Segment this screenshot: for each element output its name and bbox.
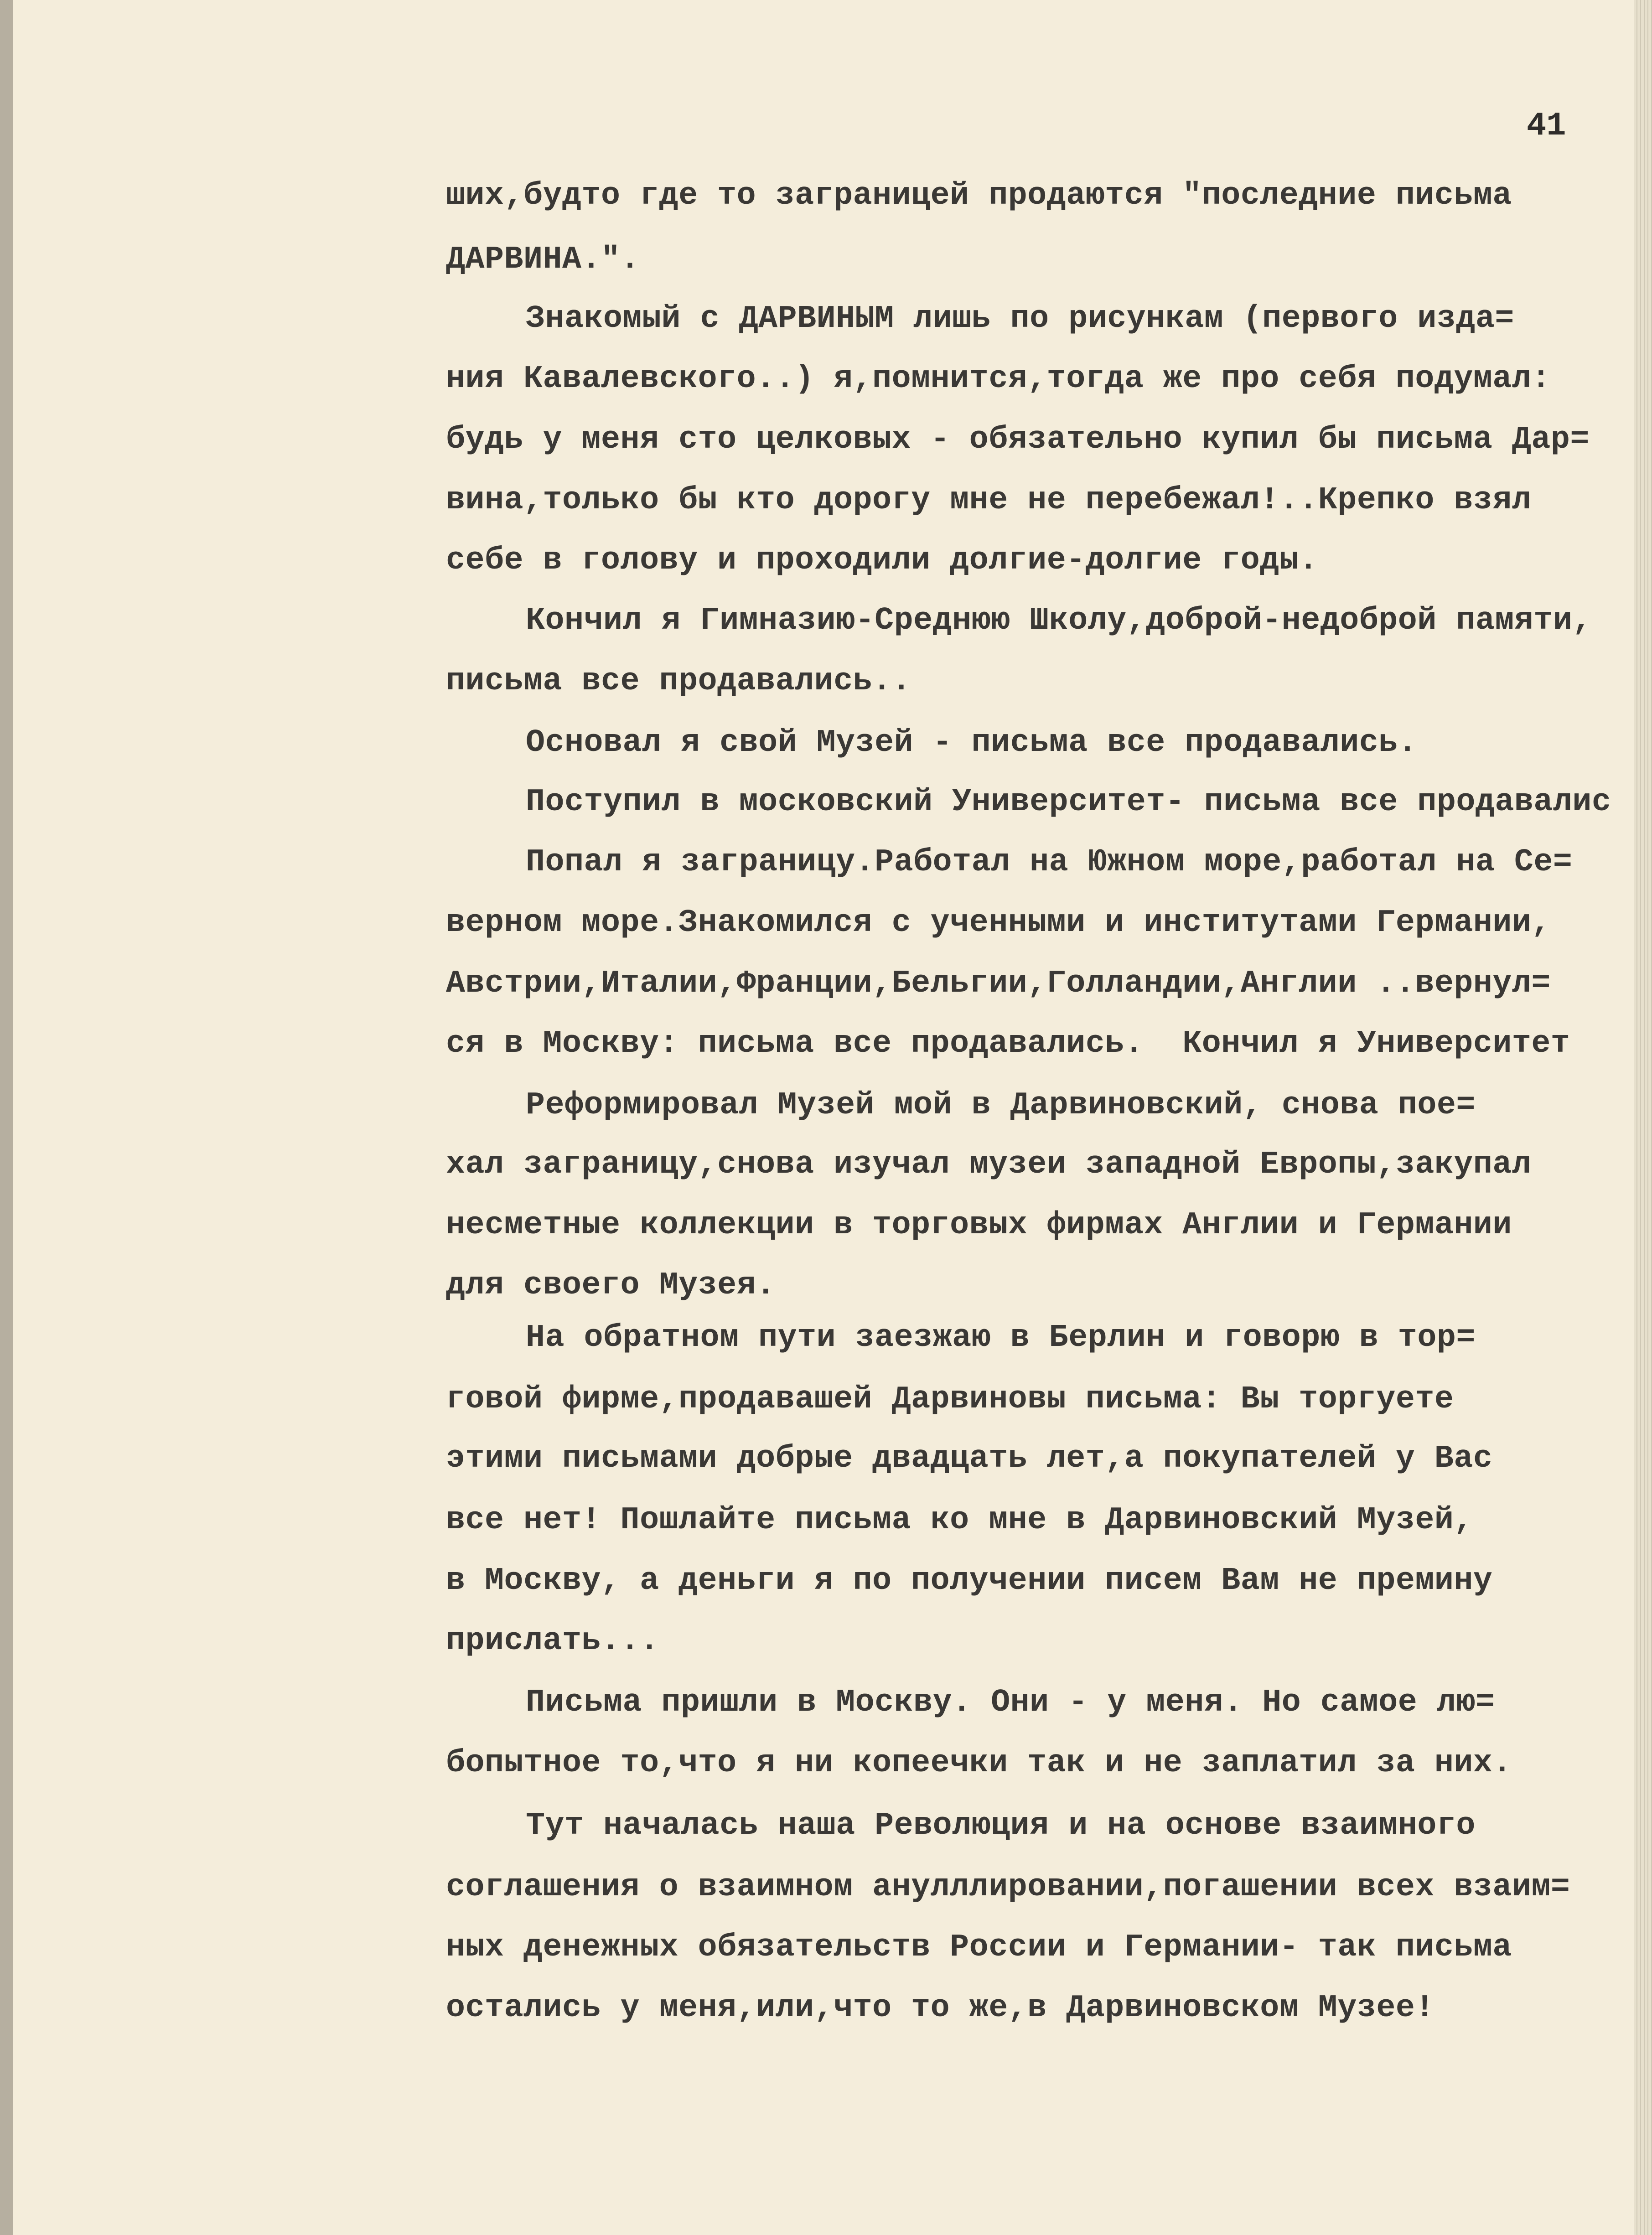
text-line: ных денежных обязательств России и Германии- так письма <box>446 1930 1512 1966</box>
text-line: в Москву, а деньги я по получении писем Вам не премину <box>446 1563 1493 1599</box>
text-line: ДАРВИНА.". <box>446 242 640 278</box>
typewritten-page <box>13 0 1636 2235</box>
text-line: остались у меня,или,что то же,в Дарвиновском Музее! <box>446 1990 1434 2026</box>
text-line: несметные коллекции в торговых фирмах Англии и Германии <box>446 1207 1512 1243</box>
text-line: На обратном пути заезжаю в Берлин и говорю в тор= <box>526 1320 1476 1356</box>
text-line: ния Кавалевского..) я,помнится,тогда же про себя подумал: <box>446 361 1551 397</box>
page-number: 41 <box>1527 107 1566 145</box>
text-line: себе в голову и проходили долгие-долгие годы. <box>446 543 1318 579</box>
text-line: все нет! Пошлайте письма ко мне в Дарвиновский Музей, <box>446 1502 1473 1538</box>
text-line: верном море.Знакомился с ученными и институтами Германии, <box>446 905 1551 941</box>
text-line: Австрии,Италии,Франции,Бельгии,Голландии,Англии ..вернул= <box>446 966 1551 1002</box>
text-line: Кончил я Гимназию-Среднюю Школу,доброй-недоброй памяти, <box>526 603 1592 639</box>
text-line: соглашения о взаимном анулллировании,погашении всех взаим= <box>446 1869 1570 1905</box>
text-line: письма все продавались.. <box>446 663 911 699</box>
text-line: Письма пришли в Москву. Они - у меня. Но самое лю= <box>526 1685 1495 1721</box>
text-line: бопытное то,что я ни копеечки так и не заплатил за них. <box>446 1745 1512 1781</box>
text-line: говой фирме,продавашей Дарвиновы письма: Вы торгуете <box>446 1381 1454 1418</box>
text-line: хал заграницу,снова изучал музеи западной Европы,закупал <box>446 1147 1532 1183</box>
text-line: для своего Музея. <box>446 1268 776 1304</box>
text-line: Поступил в московский Университет- письма все продавалис <box>526 784 1611 820</box>
text-line: Знакомый с ДАРВИНЫМ лишь по рисункам (первого изда= <box>526 301 1514 337</box>
text-line: этими письмами добрые двадцать лет,а покупателей у Вас <box>446 1441 1493 1477</box>
text-line: Попал я заграницу.Работал на Южном море,работал на Се= <box>526 844 1573 880</box>
text-line: вина,только бы кто дорогу мне не перебежал!..Крепко взял <box>446 482 1532 518</box>
stacked-page-edges <box>1634 0 1652 2235</box>
text-line: прислать... <box>446 1623 659 1659</box>
text-line: будь у меня сто целковых - обязательно купил бы письма Дар= <box>446 422 1590 458</box>
text-line: Реформировал Музей мой в Дарвиновский, снова пое= <box>526 1087 1476 1123</box>
text-line: ших,будто где то заграницей продаются "последние письма <box>446 178 1512 214</box>
text-line: Основал я свой Музей - письма все продавались. <box>526 725 1418 761</box>
text-line: Тут началась наша Революция и на основе взаимного <box>526 1808 1476 1844</box>
text-line: ся в Москву: письма все продавались. Кончил я Университет <box>446 1026 1570 1062</box>
page-left-shadow <box>0 0 13 2235</box>
